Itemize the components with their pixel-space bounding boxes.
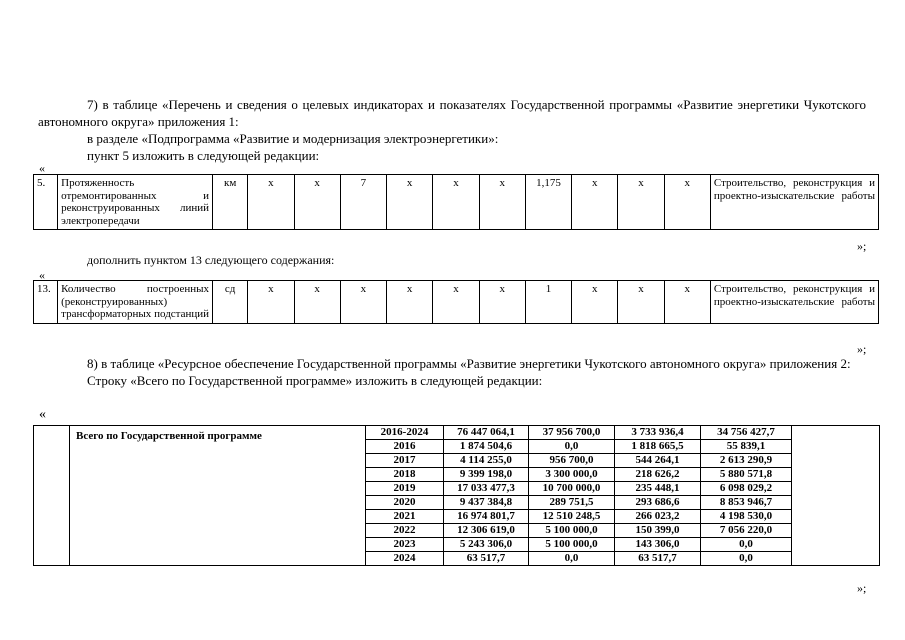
resource-total: 1 874 504,6 [444,440,529,454]
indicator-value: х [479,175,525,230]
indicator-name: Протяженность отремонтированных и реконструированных линий электропередачи [58,175,213,230]
resource-total: 63 517,7 [444,552,529,566]
resource-regional: 235 448,1 [615,482,701,496]
resource-period: 2021 [366,510,444,524]
indicator-row [34,281,879,324]
indicator-value: х [433,175,479,230]
resource-other: 7 056 220,0 [701,524,792,538]
resource-federal: 5 100 000,0 [529,538,615,552]
resource-regional: 150 399,0 [615,524,701,538]
section-text: в разделе «Подпрограмма «Развитие и модернизация электроэнергетики»: [87,131,499,146]
resource-other: 4 198 530,0 [701,510,792,524]
indicator-value: х [340,281,386,324]
indicator-value: 1 [525,281,571,324]
resource-federal: 956 700,0 [529,454,615,468]
indicator-value: х [248,175,294,230]
indicator-value: х [433,281,479,324]
resource-federal: 37 956 700,0 [529,426,615,440]
close-quote-2: »; [857,342,867,356]
resource-period: 2024 [366,552,444,566]
open-quote-2: « [39,268,45,282]
resource-other: 6 098 029,2 [701,482,792,496]
resource-period: 2016 [366,440,444,454]
resource-label: Всего по Государственной программе [70,426,366,566]
paragraph-8 [38,355,866,389]
indicator-value: х [572,175,618,230]
supplement-text: дополнить пунктом 13 следующего содержания: [87,253,335,267]
indicator-name: Количество построенных (реконструированных) трансформаторных подстанций [58,281,213,324]
paragraph-7 [38,96,866,164]
indicator-value: 7 [340,175,386,230]
resource-regional: 143 306,0 [615,538,701,552]
resource-federal: 12 510 248,5 [529,510,615,524]
resource-regional: 293 686,6 [615,496,701,510]
resource-row [34,426,880,440]
indicator-value: х [572,281,618,324]
resource-federal: 0,0 [529,552,615,566]
indicator-value: 1,175 [525,175,571,230]
resource-federal: 5 100 000,0 [529,524,615,538]
paragraph-8-text: 8) в таблице «Ресурсное обеспечение Государственной программы «Развитие энергетики Чукотского автономного округа» приложения 2: [87,356,851,371]
resource-period: 2020 [366,496,444,510]
resource-total: 9 437 384,8 [444,496,529,510]
resource-period: 2017 [366,454,444,468]
resource-table [33,425,880,566]
resource-regional: 1 818 665,5 [615,440,701,454]
indicator-value: х [618,175,664,230]
indicator-number: 13. [34,281,58,324]
resource-federal: 0,0 [529,440,615,454]
indicator-number: 5. [34,175,58,230]
resource-other: 2 613 290,9 [701,454,792,468]
resource-period: 2016-2024 [366,426,444,440]
resource-other: 34 756 427,7 [701,426,792,440]
resource-total: 4 114 255,0 [444,454,529,468]
indicator-value: х [664,175,710,230]
indicator-value: х [248,281,294,324]
resource-other: 5 880 571,8 [701,468,792,482]
resource-regional: 218 626,2 [615,468,701,482]
resource-extra-cell [792,426,880,566]
indicator-unit: км [213,175,248,230]
resource-federal: 289 751,5 [529,496,615,510]
resource-period: 2018 [366,468,444,482]
indicator-table-2 [33,280,879,324]
resource-regional: 266 023,2 [615,510,701,524]
indicator-row [34,175,879,230]
resource-period: 2022 [366,524,444,538]
resource-period: 2019 [366,482,444,496]
indicator-value: х [479,281,525,324]
resource-other: 55 839,1 [701,440,792,454]
paragraph-7-text: 7) в таблице «Перечень и сведения о целевых индикаторах и показателях Государственной программы «Развитие энергетики Чукотского автономного округа» приложения 1: [38,97,866,129]
resource-regional: 3 733 936,4 [615,426,701,440]
close-quote-3: »; [857,581,867,595]
resource-federal: 3 300 000,0 [529,468,615,482]
indicator-value: х [294,281,340,324]
resource-total: 5 243 306,0 [444,538,529,552]
supplement-paragraph [38,252,866,269]
resource-federal: 10 700 000,0 [529,482,615,496]
resource-total: 17 033 477,3 [444,482,529,496]
resource-total: 16 974 801,7 [444,510,529,524]
indicator-value: х [387,281,433,324]
resource-other: 0,0 [701,552,792,566]
resource-regional: 544 264,1 [615,454,701,468]
resource-total: 76 447 064,1 [444,426,529,440]
open-quote: « [39,161,45,175]
resource-index-cell [34,426,70,566]
indicator-unit: сд [213,281,248,324]
resource-period: 2023 [366,538,444,552]
indicator-note: Строительство, реконструкция и проектно-изыскательские работы [710,281,878,324]
indicator-value: х [664,281,710,324]
resource-regional: 63 517,7 [615,552,701,566]
indicator-table-1 [33,174,879,230]
close-quote-1: »; [857,239,867,253]
resource-other: 0,0 [701,538,792,552]
open-quote-3: « [39,407,46,422]
indicator-note: Строительство, реконструкция и проектно-изыскательские работы [710,175,878,230]
point5-text: пункт 5 изложить в следующей редакции: [87,148,320,163]
row-instruction-text: Строку «Всего по Государственной программе» изложить в следующей редакции: [87,373,543,388]
resource-total: 12 306 619,0 [444,524,529,538]
resource-total: 9 399 198,0 [444,468,529,482]
resource-other: 8 853 946,7 [701,496,792,510]
indicator-value: х [618,281,664,324]
indicator-value: х [294,175,340,230]
indicator-value: х [387,175,433,230]
